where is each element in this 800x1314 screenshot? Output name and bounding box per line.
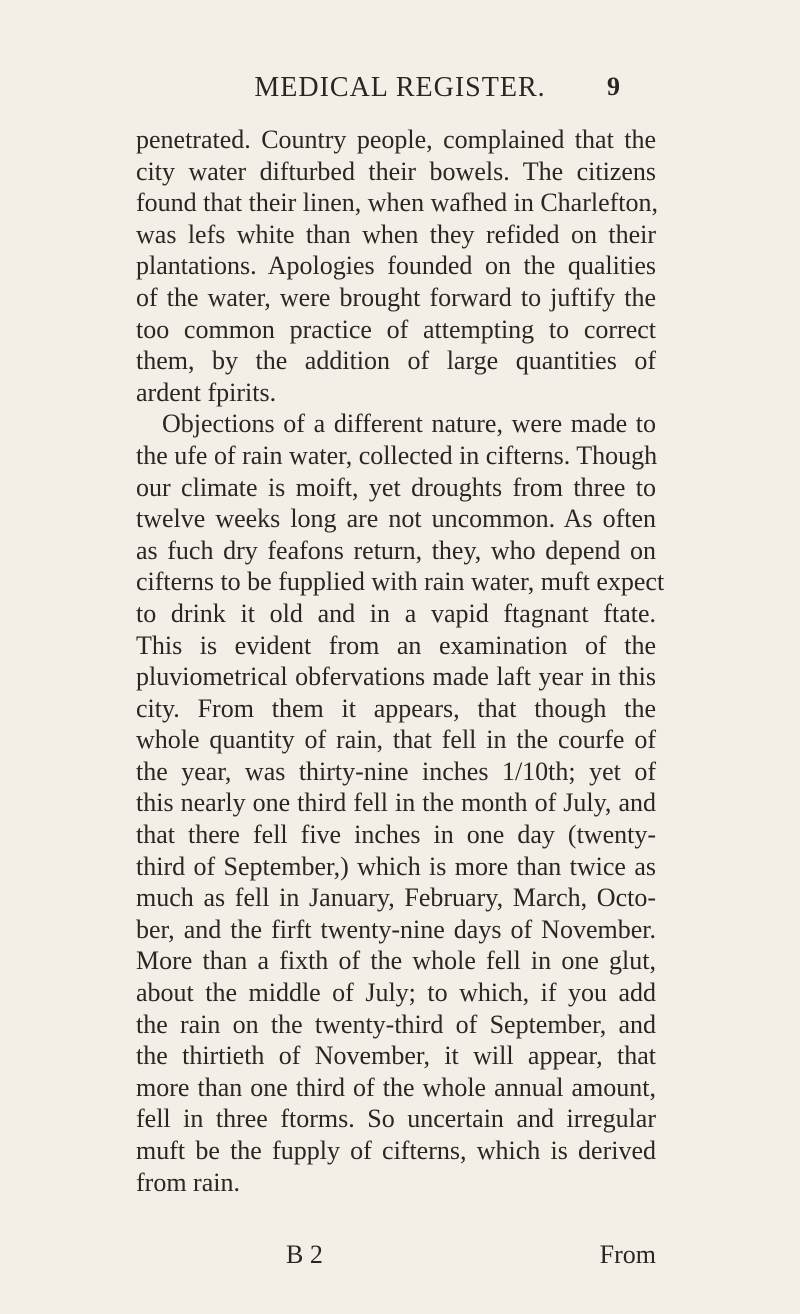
page-header: [0, 72, 800, 112]
text-line: ber, and the firft twenty-nine days of November.: [136, 914, 656, 944]
text-line: them, by the addition of large quantities of: [136, 346, 656, 376]
text-line: Objections of a different nature, were made to: [162, 409, 656, 439]
text-line: whole quantity of rain, that fell in the courfe of: [136, 725, 656, 755]
text-line: to drink it old and in a vapid ftagnant ftate.: [136, 598, 656, 628]
text-line: cifterns to be fupplied with rain water, muft expect: [136, 567, 665, 597]
text-line: the thirtieth of November, it will appear, that: [136, 1041, 656, 1071]
text-line: more than one third of the whole annual amount,: [136, 1072, 656, 1102]
text-line: plantations. Apologies founded on the qualities: [136, 251, 656, 281]
text-line: twelve weeks long are not uncommon. As often: [136, 504, 656, 534]
text-line: city. From them it appears, that though the: [136, 693, 656, 723]
text-line: from rain.: [136, 1167, 240, 1197]
text-line: that there fell five inches in one day (twenty-: [136, 820, 656, 850]
text-line: much as fell in January, February, March, Octo-: [136, 883, 656, 913]
text-line: ardent fpirits.: [136, 377, 277, 407]
text-line: too common practice of attempting to correct: [136, 314, 656, 344]
running-title: MEDICAL REGISTER.: [254, 72, 546, 103]
text-line: this nearly one third fell in the month of July, and: [136, 788, 656, 818]
page-footer: [136, 1240, 656, 1274]
text-line: This is evident from an examination of the: [136, 630, 656, 660]
body-text: [136, 124, 665, 1198]
text-line: as fuch dry feafons return, they, who depend on: [136, 535, 656, 565]
text-line: More than a fixth of the whole fell in one glut,: [136, 946, 656, 976]
catchword: From: [599, 1240, 656, 1269]
text-line: penetrated. Country people, complained that the: [136, 125, 656, 154]
text-line: third of September,) which is more than twice as: [136, 851, 656, 881]
text-line: the rain on the twenty-third of September, and: [136, 1009, 656, 1039]
text-line: the ufe of rain water, collected in cifterns. Though: [136, 440, 658, 470]
text-line: about the middle of July; to which, if you add: [136, 978, 656, 1008]
text-line: the year, was thirty-nine inches 1/10th; yet of: [136, 756, 656, 786]
text-line: found that their linen, when wafhed in Charlefton,: [136, 188, 659, 218]
text-line: muft be the fupply of cifterns, which is derived: [136, 1136, 656, 1165]
text-line: of the water, were brought forward to juftify the: [136, 282, 656, 312]
text-line: fell in three ftorms. So uncertain and irregular: [136, 1104, 656, 1134]
text-line: city water difturbed their bowels. The citizens: [136, 156, 656, 186]
signature-mark: B 2: [286, 1240, 323, 1269]
text-line: was lefs white than when they refided on their: [136, 219, 656, 249]
page-number: 9: [607, 72, 620, 101]
text-line: pluviometrical obfervations made laft year in this: [136, 662, 656, 692]
text-line: our climate is moift, yet droughts from three to: [136, 472, 656, 502]
